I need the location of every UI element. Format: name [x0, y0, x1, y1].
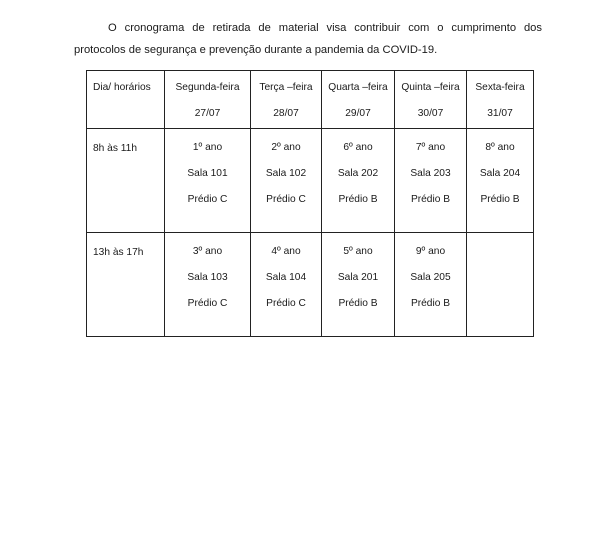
- header-cell-monday: [165, 71, 251, 129]
- schedule-cell: [322, 233, 395, 337]
- header-cell-friday: [467, 71, 534, 129]
- building-label: Prédio B: [410, 194, 451, 205]
- time-label: 13h às 17h: [93, 247, 144, 258]
- schedule-cell: [165, 129, 251, 233]
- table-row: [87, 129, 534, 233]
- header-day-label: Segunda-feira: [175, 82, 240, 93]
- header-date-label: 28/07: [273, 108, 299, 119]
- room-label: Sala 103: [187, 272, 228, 283]
- grade-label: 4º ano: [271, 246, 301, 257]
- time-cell: [87, 129, 165, 233]
- time-cell: [87, 233, 165, 337]
- building-label: Prédio B: [338, 194, 378, 205]
- building-label: Prédio C: [187, 194, 228, 205]
- header-date-label: 29/07: [345, 108, 371, 119]
- header-day-label: Sexta-feira: [475, 82, 525, 93]
- schedule-cell: [395, 233, 467, 337]
- room-label: Sala 205: [410, 272, 451, 283]
- room-label: Sala 102: [265, 168, 307, 179]
- header-day-label: Quinta –feira: [401, 82, 460, 93]
- building-label: Prédio C: [266, 298, 306, 309]
- schedule-cell: [467, 129, 534, 233]
- grade-label: 3º ano: [192, 246, 223, 257]
- schedule-cell: [165, 233, 251, 337]
- schedule-cell: [322, 129, 395, 233]
- grade-label: 2º ano: [271, 142, 301, 153]
- header-date-label: 31/07: [487, 108, 513, 119]
- schedule-cell: [251, 233, 322, 337]
- intro-line-2: protocolos de segurança e prevenção durante a pandemia da COVID-19.: [74, 44, 438, 57]
- header-day-label: Terça –feira: [259, 82, 313, 93]
- header-date-label: 27/07: [194, 108, 221, 119]
- room-label: Sala 104: [265, 272, 307, 283]
- grade-label: 5º ano: [343, 246, 373, 257]
- schedule-cell-empty: [467, 233, 534, 337]
- room-label: Sala 201: [337, 272, 379, 283]
- intro-paragraph: [74, 17, 542, 61]
- building-label: Prédio C: [266, 194, 306, 205]
- header-day-label: Quarta –feira: [328, 82, 388, 93]
- schedule-table: [86, 70, 534, 337]
- grade-label: 9º ano: [415, 246, 446, 257]
- building-label: Prédio B: [410, 298, 451, 309]
- grade-label: 7º ano: [415, 142, 446, 153]
- building-label: Prédio C: [187, 298, 228, 309]
- header-cell-thursday: [395, 71, 467, 129]
- room-label: Sala 101: [187, 168, 228, 179]
- building-label: Prédio B: [338, 298, 378, 309]
- grade-label: 1º ano: [192, 142, 223, 153]
- header-cell-day-time: [87, 71, 165, 129]
- grade-label: 8º ano: [485, 142, 515, 153]
- schedule-cell: [251, 129, 322, 233]
- header-date-label: 30/07: [417, 108, 444, 119]
- header-cell-tuesday: [251, 71, 322, 129]
- schedule-cell: [395, 129, 467, 233]
- intro-line-1: O cronograma de retirada de material visa contribuir com o cumprimento dos: [108, 22, 542, 35]
- room-label: Sala 202: [337, 168, 379, 179]
- time-label: 8h às 11h: [93, 143, 137, 154]
- header-day-label: Dia/ horários: [93, 82, 151, 93]
- table-header-row: [87, 71, 534, 129]
- grade-label: 6º ano: [343, 142, 373, 153]
- table-row: [87, 233, 534, 337]
- building-label: Prédio B: [480, 194, 520, 205]
- room-label: Sala 203: [410, 168, 451, 179]
- room-label: Sala 204: [479, 168, 521, 179]
- header-cell-wednesday: [322, 71, 395, 129]
